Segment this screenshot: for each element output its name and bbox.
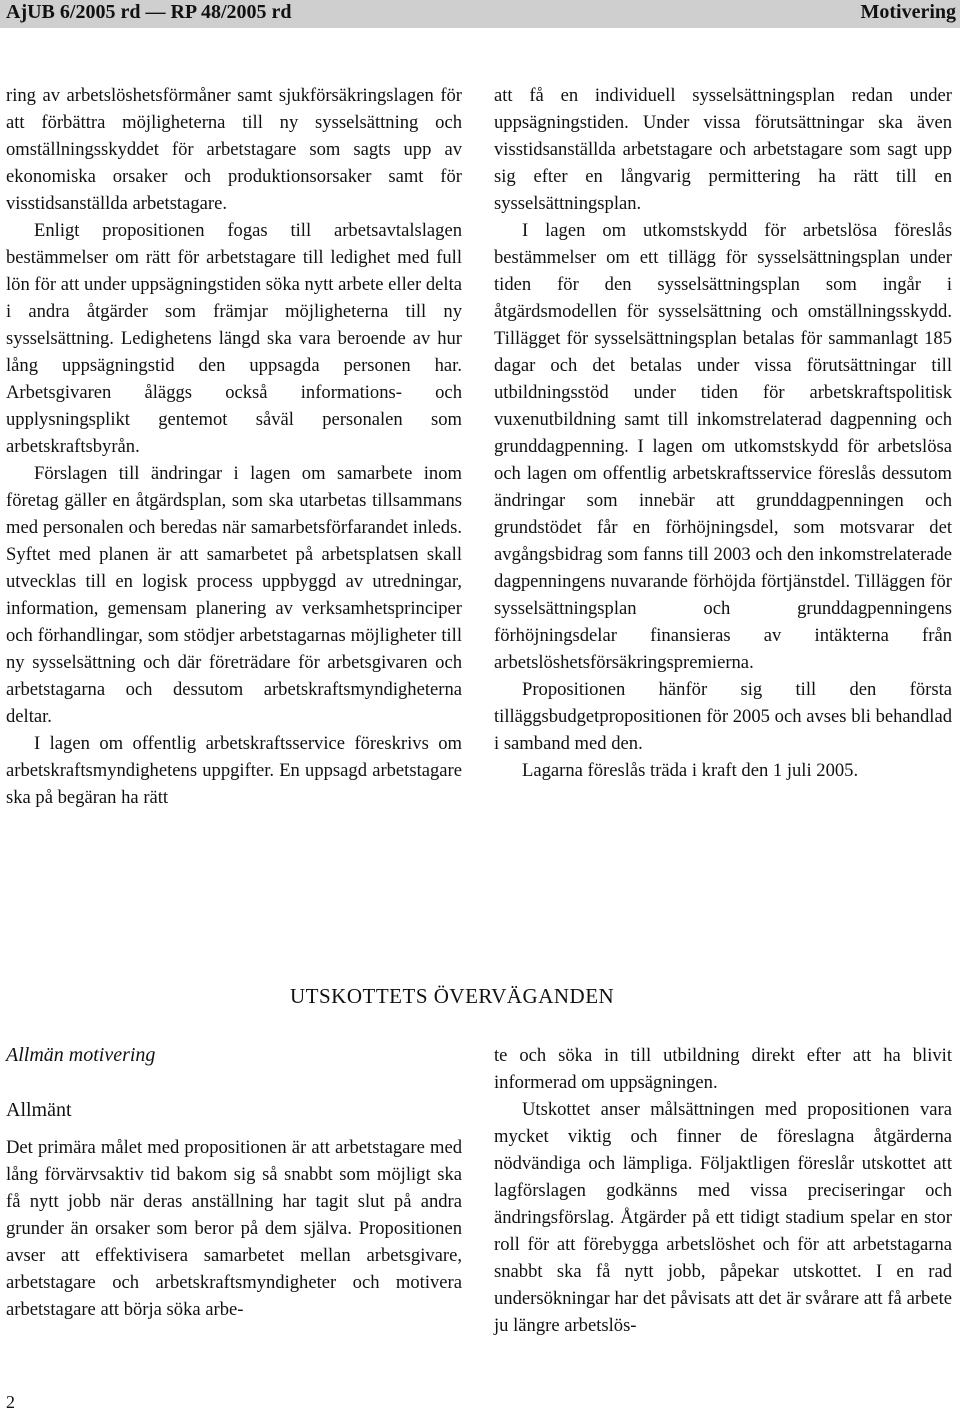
column-bottom-left [6, 1042, 462, 1323]
paragraph: ring av arbetslöshetsförmåner samt sjukförsäkringslagen för att förbättra möjligheterna till ny sysselsättning och omställningsskyddet för arbetstagare som sagts upp av ekonomiska orsaker och produktionsorsaker samt för visstidsanställda arbetstagare. [6, 85, 462, 214]
running-header [0, 0, 960, 28]
paragraph: Utskottet anser målsättningen med propositionen vara mycket viktig och finner de föreslagna åtgärderna nödvändiga och lämpliga. Följaktligen föreslår utskottet att lagförslagen godkänns med vissa preciseringar och ändringsförslag. Åtgärder på ett tidigt stadium spelar en stor roll för att förebygga arbetslöshet och för att arbetstagarna snabbt ska få nytt jobb, påpekar utskottet. I en rad undersökningar har det påvisats att det är svårare att få arbete ju längre arbetslös- [494, 1099, 952, 1336]
section-heading-text: UTSKOTTETS ÖVERVÄGANDEN [290, 984, 615, 1008]
paragraph: I lagen om offentlig arbetskraftsservice föreskrivs om arbetskraftsmyndighetens uppgifter. En uppsagd arbetstagare ska på begäran ha rätt [6, 733, 462, 808]
paragraph: Propositionen hänför sig till den första tilläggsbudgetpropositionen för 2005 och avses bli behandlad i samband med den. [494, 679, 952, 754]
paragraph: Enligt propositionen fogas till arbetsavtalslagen bestämmelser om rätt för arbetstagare till ledighet med full lön för att under uppsägningstiden söka nytt arbete eller delta i andra åtgärder som främjar möjligheterna till ny sysselsättning. Ledighetens längd ska vara beroende av hur lång uppsägningstid den uppsagda personen har. Arbetsgivaren åläggs också informations- och upplysningsplikt gentemot såväl personalen som arbetskraftsbyrån. [6, 220, 462, 457]
paragraph: att få en individuell sysselsättningsplan redan under uppsägningstiden. Under vissa förutsättningar ska även visstidsanställda arbetstagare och arbetstagare som sagt upp sig efter en långvarig permittering ha rätt till en sysselsättningsplan. [494, 85, 952, 214]
subheading-general: Allmänt [6, 1099, 72, 1121]
column-top-right [494, 82, 952, 784]
column-bottom-right [494, 1042, 952, 1339]
column-top-left [6, 82, 462, 811]
header-document-id: AjUB 6/2005 rd — RP 48/2005 rd [6, 1, 292, 23]
paragraph: Det primära målet med propositionen är att arbetstagare med lång förvärvsaktiv tid bakom sig så snabbt som möjligt ska få nytt jobb när deras anställning har tagit slut på andra grunder än orsaker som beror på dem själva. Propositionen avser att effektivisera samarbetet mellan arbetsgivare, arbetstagare och arbetskraftsmyndigheter och motivera arbetstagare att börja söka arbe- [6, 1137, 462, 1320]
paragraph: Lagarna föreslås träda i kraft den 1 juli 2005. [522, 760, 859, 781]
paragraph: te och söka in till utbildning direkt efter att ha blivit informerad om uppsägningen. [494, 1045, 952, 1093]
page-number: 2 [6, 1392, 15, 1412]
paragraph: Förslagen till ändringar i lagen om samarbete inom företag gäller en åtgärdsplan, som ska utarbetas tillsammans med personalen och beredas när samarbetsförfarandet inleds. Syftet med planen är att samarbetet på arbetsplatsen skall utvecklas till en logisk process uppbyggd av utredningar, information, gemensam planering av verksamhetsprinciper och förhandlingar, som stödjer arbetstagarnas möjligheter till ny sysselsättning och där företrädare för arbetsgivaren och arbetstagarna och dessutom arbetskraftsmyndigheterna deltar. [6, 463, 462, 727]
subheading-general-motivation: Allmän motivering [6, 1044, 156, 1066]
header-section-title: Motivering [860, 1, 956, 23]
paragraph: I lagen om utkomstskydd för arbetslösa föreslås bestämmelser om ett tillägg för sysselsättningsplan under tiden för den sysselsättningsplan som ingår i åtgärdsmodellen för sysselsättning och omställningsskydd. Tillägget för sysselsättningsplan betalas för sammanlagt 185 dagar och det betalas under vissa förutsättningar till utbildningsstöd under tiden för arbetskraftspolitisk vuxenutbildning samt till inkomstrelaterad dagpenning och grunddagpenning. I lagen om utkomstskydd för arbetslösa och lagen om offentlig arbetskraftsservice föreslås dessutom ändringar som innebär att grunddagpenningen och grundstödet får en förhöjningsdel, som motsvarar det avgångsbidrag som fanns till 2003 och den inkomstrelaterade dagpenningens nuvarande förhöjda förtjänstdel. Tilläggen för sysselsättningsplan och grunddagpenningens förhöjningsdelar finansieras av intäkterna från arbetslöshetsförsäkringspremierna. [494, 220, 952, 673]
